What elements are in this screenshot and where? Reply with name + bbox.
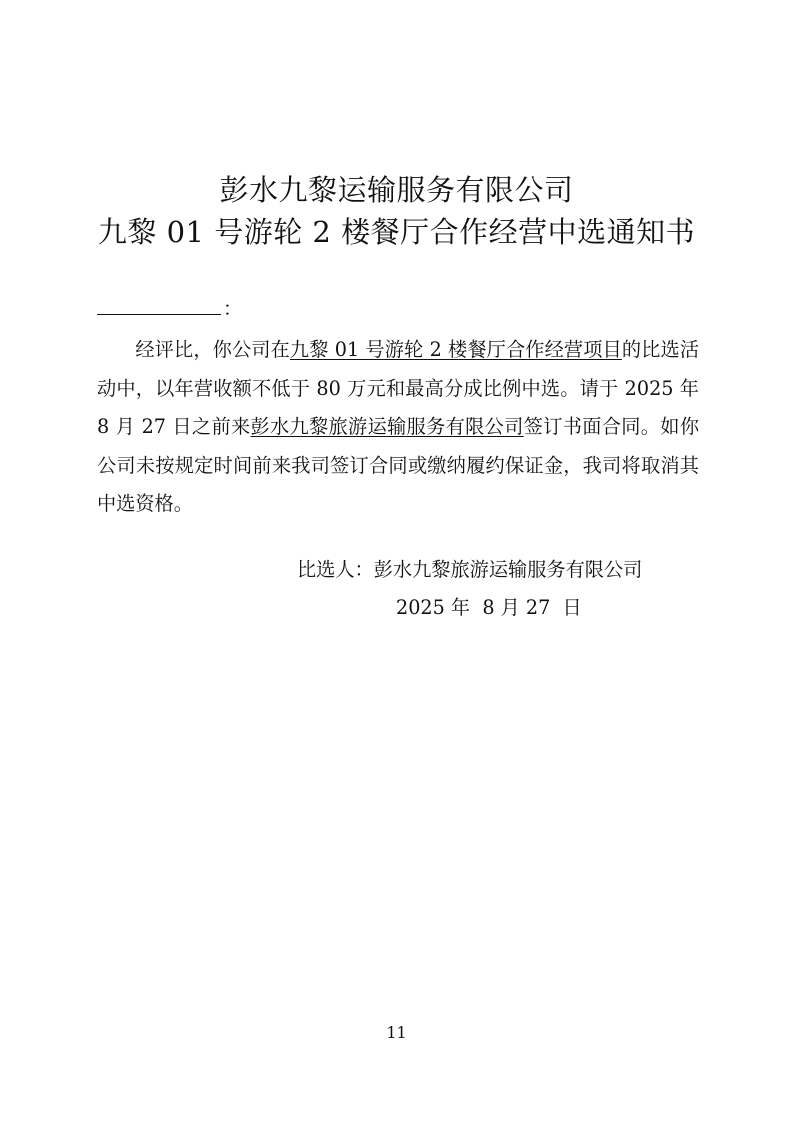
body-segment-3: 签订书面合同。如你公司未按规定时间前来我司签订合同或缴纳履约保证金，我司将取消其中选资格。 bbox=[97, 415, 700, 515]
notice-body bbox=[97, 331, 699, 524]
addressee-line bbox=[97, 296, 242, 322]
signature-selector: 比选人：彭水九黎旅游运输服务有限公司 bbox=[297, 558, 643, 581]
body-segment-1: 经评比，你公司在 bbox=[135, 338, 290, 361]
document-title-company: 彭水九黎运输服务有限公司 bbox=[219, 173, 574, 207]
body-segment-2: 的比选活动中，以年营收额不低于 80 万元和最高分成比例中选。请于 2025 年 8 月 27 日之前来 bbox=[97, 338, 700, 438]
company-name: 彭水九黎旅游运输服务有限公司 bbox=[250, 415, 524, 438]
project-name: 九黎 01 号游轮 2 楼餐厅合作经营项目 bbox=[289, 338, 622, 361]
addressee-colon: ： bbox=[223, 298, 243, 320]
page-number: 11 bbox=[386, 1023, 407, 1042]
addressee-blank bbox=[97, 296, 221, 315]
document-title-notice: 九黎 01 号游轮 2 楼餐厅合作经营中选通知书 bbox=[97, 215, 696, 249]
signature-date: 2025 年 8 月 27 日 bbox=[396, 596, 582, 619]
